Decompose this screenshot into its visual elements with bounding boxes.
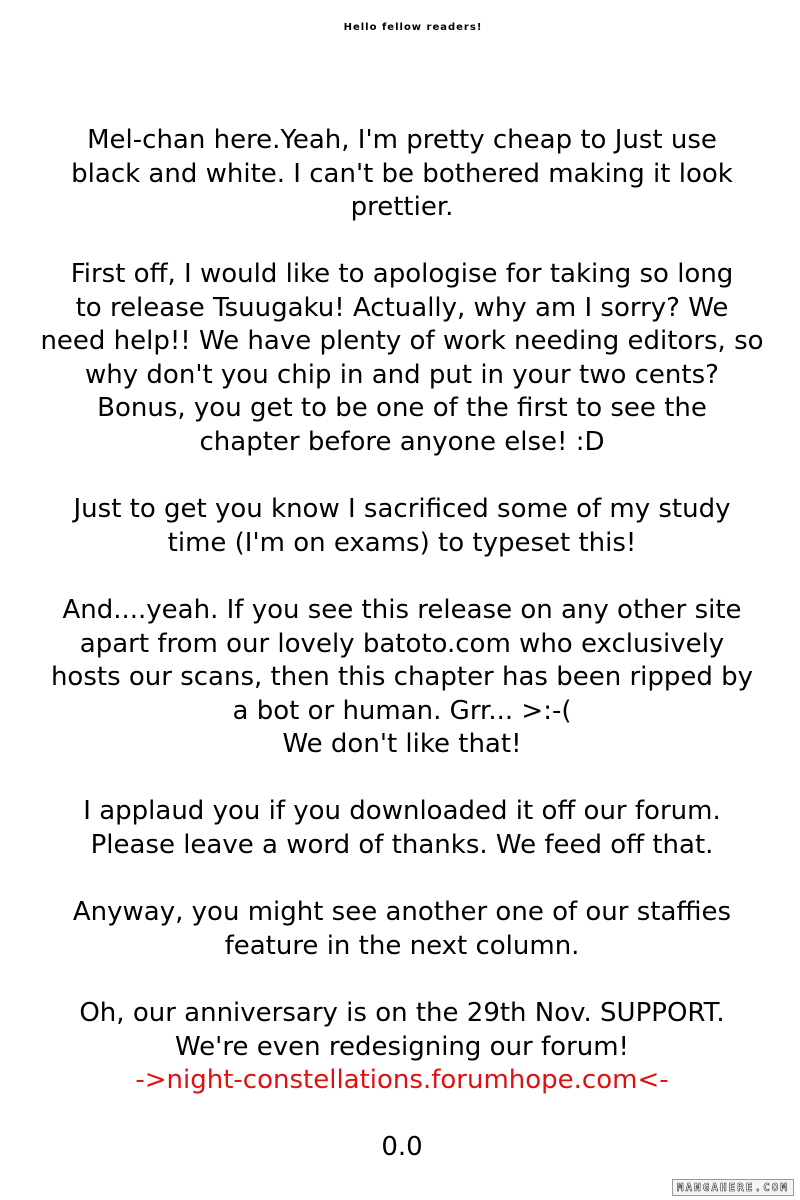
paragraph-apology — [20, 258, 784, 459]
text-line: to release Tsuugaku! Actually, why am I sorry? We — [75, 292, 729, 323]
site-watermark: MANGAHERE.COM — [672, 1179, 794, 1196]
paragraph-anniversary — [20, 997, 784, 1098]
text-line: Just to get you know I sacrificed some of my study — [73, 494, 731, 524]
sign-off-text: 0.0 — [381, 1132, 423, 1162]
text-line: And....yeah. If you see this release on any other site — [62, 595, 742, 625]
page-title: Hello fellow readers! — [343, 22, 483, 33]
paragraph-forum-thanks — [20, 795, 784, 862]
text-line: need help!! We have plenty of work needing editors, so — [40, 326, 764, 356]
text-line: We don't like that! — [282, 729, 522, 759]
text-line: a bot or human. Grr... >:-( — [232, 695, 572, 726]
forum-link[interactable]: ->night-constellations.forumhope.com<- — [135, 1065, 669, 1095]
paragraph-study — [20, 493, 784, 560]
text-line: feature in the next column. — [224, 930, 580, 961]
paragraph-release-warning — [20, 594, 784, 762]
text-line: chapter before anyone else! :D — [199, 426, 605, 457]
text-line: apart from our lovely batoto.com who exclusively — [79, 628, 725, 659]
text-line: We're even redesigning our forum! — [175, 1031, 629, 1062]
text-line: black and white. I can't be bothered making it look — [71, 158, 733, 189]
text-line: Please leave a word of thanks. We feed off that. — [90, 829, 714, 860]
text-line: prettier. — [350, 192, 454, 222]
text-line: Bonus, you get to be one of the first to see the — [97, 393, 707, 423]
text-line: Oh, our anniversary is on the 29th Nov. SUPPORT. — [79, 998, 725, 1028]
paragraph-staffies — [20, 896, 784, 963]
text-line: I applaud you if you downloaded it off our forum. — [83, 796, 721, 826]
text-line: time (I'm on exams) to typeset this! — [167, 527, 637, 558]
sign-off — [20, 1131, 784, 1165]
paragraph-intro — [20, 124, 784, 225]
text-line: why don't you chip in and put in your two cents? — [85, 359, 719, 390]
text-line: hosts our scans, then this chapter has been ripped by — [50, 662, 754, 692]
text-line: First off, I would like to apologise for taking so long — [70, 259, 734, 289]
text-line: Mel-chan here.Yeah, I'm pretty cheap to Just use — [87, 125, 717, 155]
text-line: Anyway, you might see another one of our staffies — [72, 897, 732, 927]
